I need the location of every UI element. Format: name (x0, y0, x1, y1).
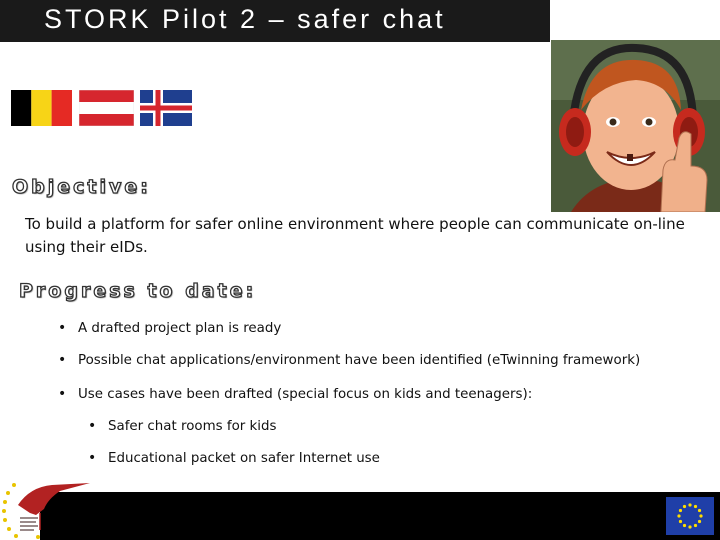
bullet-icon: • (58, 320, 67, 336)
list-item-text: Use cases have been drafted (special focus on kids and teenagers): (78, 387, 533, 402)
objective-text: To build a platform for safer online environment where people can communicate on-line using their eIDs. (25, 215, 685, 256)
eu-star-icon (679, 509, 682, 512)
eu-star-icon (677, 514, 680, 517)
sub-list-item (88, 418, 276, 434)
bullet-icon: • (88, 450, 97, 466)
sub-list-item (88, 450, 380, 466)
stork-logo (0, 475, 100, 540)
austria-flag (79, 90, 134, 126)
list-item-text: Possible chat applications/environment have been identified (eTwinning framework) (78, 353, 641, 368)
list-item (58, 386, 532, 402)
slide-title: STORK Pilot 2 – safer chat (44, 4, 446, 34)
eu-star-icon (698, 520, 701, 523)
eu-star-icon (694, 524, 697, 527)
bullet-icon: • (88, 418, 97, 434)
eu-star-icon (679, 520, 682, 523)
list-item-text: A drafted project plan is ready (78, 321, 282, 336)
list-item (58, 352, 640, 368)
list-item-text: Safer chat rooms for kids (108, 419, 277, 434)
eu-star-icon (694, 505, 697, 508)
footer-bar (40, 492, 720, 540)
belgium-flag (11, 90, 72, 126)
objective-heading: Objective: (12, 176, 151, 198)
eu-star-icon (698, 509, 701, 512)
eu-star-icon (699, 514, 702, 517)
child-photo (551, 40, 720, 212)
eu-flag (666, 497, 714, 535)
bullet-icon: • (58, 386, 67, 402)
eu-star-icon (683, 524, 686, 527)
list-item (58, 320, 281, 336)
eu-star-icon (688, 525, 691, 528)
iceland-flag (140, 90, 192, 126)
progress-heading: Progress to date: (19, 280, 257, 302)
title-bar (0, 0, 550, 42)
bullet-icon: • (58, 352, 67, 368)
eu-star-icon (683, 505, 686, 508)
eu-star-icon (688, 503, 691, 506)
list-item-text: Educational packet on safer Internet use (108, 451, 380, 466)
